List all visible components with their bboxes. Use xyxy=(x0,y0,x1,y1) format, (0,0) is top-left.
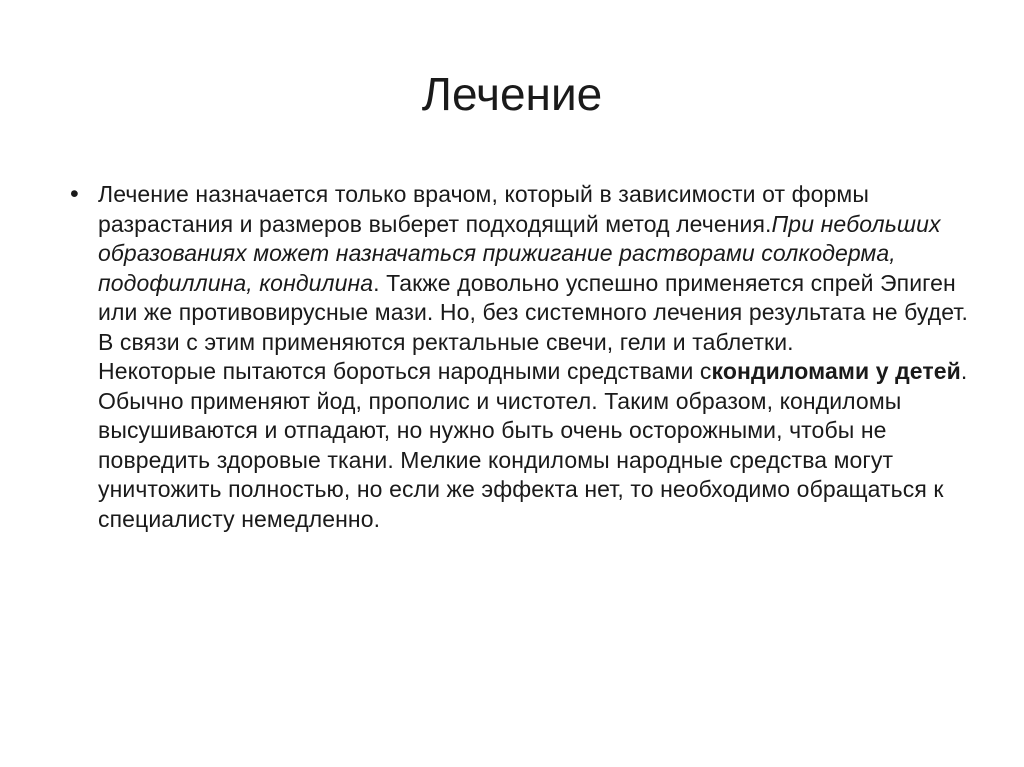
paragraph-folk-bold: кондиломами у детей xyxy=(711,358,961,384)
paragraph-folk-remedies xyxy=(98,357,970,534)
slide-content xyxy=(70,180,970,534)
paragraph-folk-text: Некоторые пытаются бороться народными средствами с xyxy=(98,358,712,384)
bullet-icon: • xyxy=(70,180,79,208)
paragraph-treatment xyxy=(98,180,970,357)
slide-title: Лечение xyxy=(421,68,603,120)
paragraph-treatment-italic: При небольших образованиях может назначаться прижигание растворами солкодерма, подофиллина, кондилина xyxy=(98,210,941,296)
bullet-item xyxy=(70,180,970,534)
paragraph-treatment-text: Лечение назначается только врачом, который в зависимости от формы разрастания и размеров выберет подходящий метод лечения. xyxy=(98,181,869,237)
paragraph-treatment-text-end: . Также довольно успешно применяется спрей Эпиген или же противовирусные мази. Но, без системного лечения результата не будет. В связи с этим применяются ректальные свечи, гели и таблетки. xyxy=(98,269,968,355)
paragraph-folk-text-end: . Обычно применяют йод, прополис и чистотел. Таким образом, кондиломы высушиваются и отпадают, но нужно быть очень осторожными, чтобы не повредить здоровые ткани. Мелкие кондиломы народные средства могут уничтожить полностью, но если же эффекта нет, то необходимо обращаться к специалисту немедленно. xyxy=(98,358,968,532)
